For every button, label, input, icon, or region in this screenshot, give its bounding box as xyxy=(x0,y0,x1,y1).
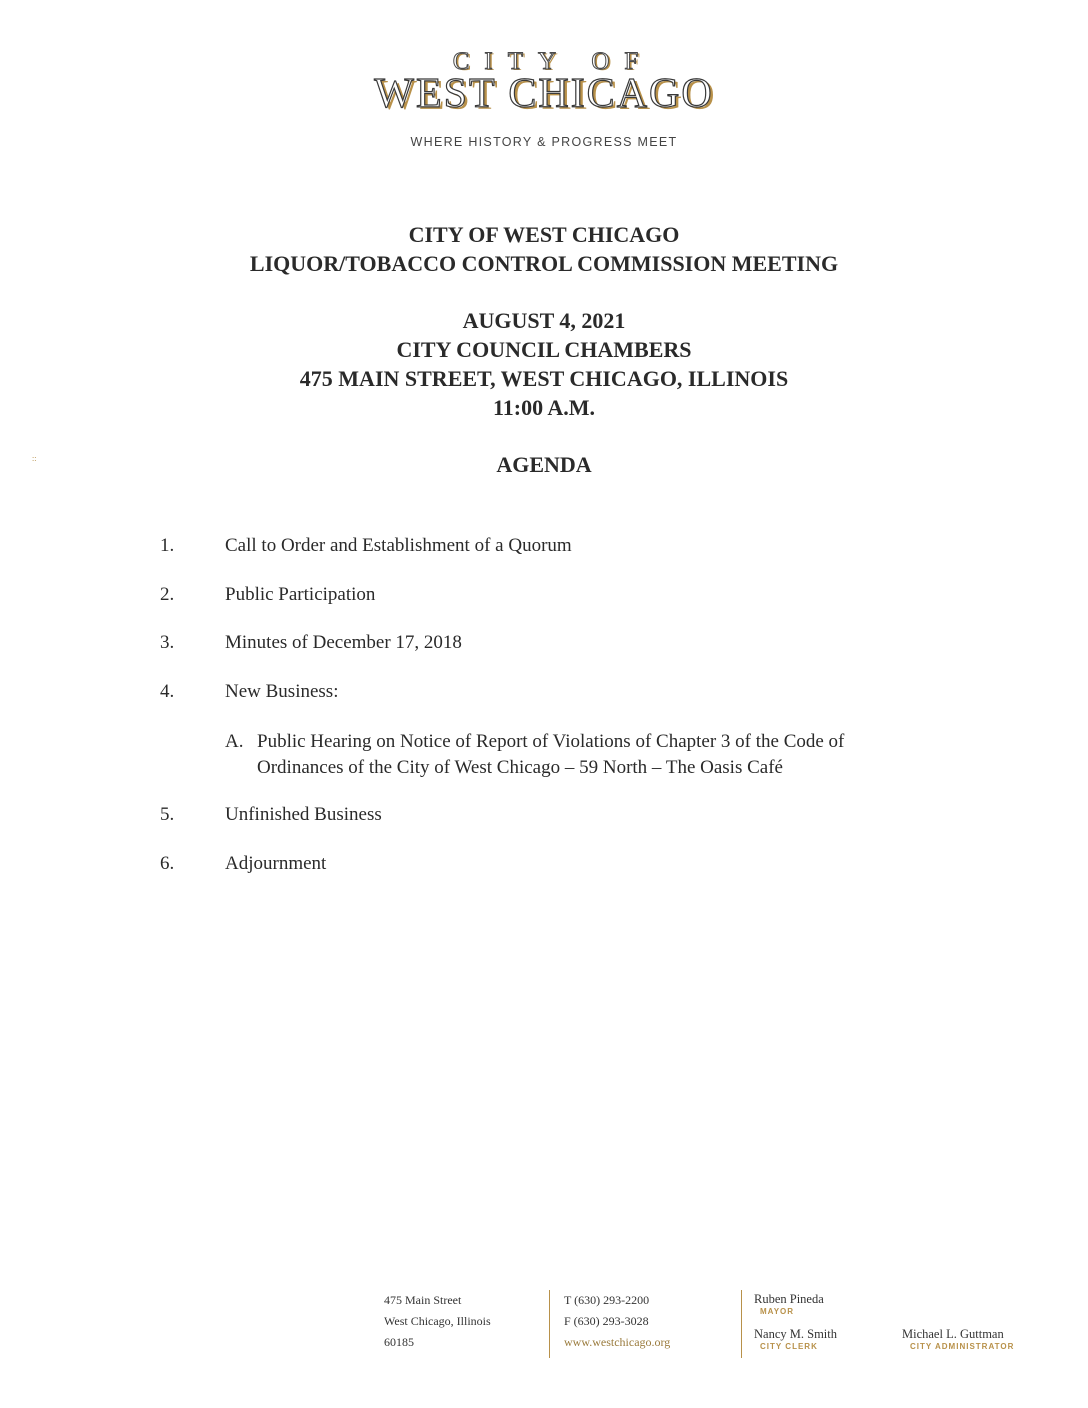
logo-city-of: CITY OF xyxy=(452,48,654,75)
footer-phone: T (630) 293-2200 xyxy=(564,1293,650,1307)
clerk-name: Nancy M. Smith xyxy=(754,1327,837,1341)
footer-administrator xyxy=(902,1327,1014,1352)
administrator-name: Michael L. Guttman xyxy=(902,1327,1004,1341)
agenda-item-number: 4. xyxy=(160,681,175,702)
subitem-line-1: Public Hearing on Notice of Report of Violations of Chapter 3 of the Code of xyxy=(257,731,845,752)
agenda-subitem xyxy=(225,729,945,781)
footer-address-line: 60185 xyxy=(384,1335,414,1349)
subitem-label: A. xyxy=(225,731,244,752)
agenda-item-number: 6. xyxy=(160,853,175,874)
agenda-item-text: Call to Order and Establishment of a Quorum xyxy=(225,535,572,556)
footer-divider xyxy=(549,1290,550,1358)
mayor-name: Ruben Pineda xyxy=(754,1292,824,1306)
agenda-heading: AGENDA xyxy=(496,452,592,477)
agenda-item-text: Unfinished Business xyxy=(225,804,382,825)
meeting-date: AUGUST 4, 2021 xyxy=(462,308,626,333)
subitem-line-2: Ordinances of the City of West Chicago – 59 North – The Oasis Café xyxy=(257,757,783,778)
meeting-address: 475 MAIN STREET, WEST CHICAGO, ILLINOIS xyxy=(299,366,789,391)
footer-website-link[interactable]: www.westchicago.org xyxy=(564,1335,671,1349)
agenda-item-text: Public Participation xyxy=(225,584,376,605)
agenda-item-number: 2. xyxy=(160,584,175,605)
footer-address-line: West Chicago, Illinois xyxy=(384,1314,491,1328)
footer-mayor xyxy=(754,1292,824,1317)
footer-fax: F (630) 293-3028 xyxy=(564,1314,649,1328)
logo-west-chicago: WEST CHICAGO xyxy=(374,71,714,117)
agenda-item-number: 3. xyxy=(160,632,175,653)
footer-address-line: 475 Main Street xyxy=(384,1293,462,1307)
tagline: WHERE HISTORY & PROGRESS MEET xyxy=(410,135,678,149)
mayor-role: MAYOR xyxy=(760,1307,795,1316)
footer-address xyxy=(384,1290,491,1353)
meeting-place: CITY COUNCIL CHAMBERS xyxy=(396,337,692,362)
scan-speck: :: xyxy=(32,454,37,463)
footer-divider xyxy=(741,1290,742,1358)
agenda-item-text: New Business: xyxy=(225,681,339,702)
agenda-item-text: Adjournment xyxy=(225,853,327,874)
agenda-item-number: 1. xyxy=(160,535,175,556)
footer-clerk xyxy=(754,1327,837,1352)
title-line-1: CITY OF WEST CHICAGO xyxy=(408,222,680,247)
clerk-role: CITY CLERK xyxy=(760,1342,818,1351)
administrator-role: CITY ADMINISTRATOR xyxy=(910,1342,1015,1351)
title-line-2: LIQUOR/TOBACCO CONTROL COMMISSION MEETING xyxy=(249,251,839,276)
city-logo xyxy=(0,48,1088,118)
agenda-item-text: Minutes of December 17, 2018 xyxy=(225,632,462,653)
agenda-item-number: 5. xyxy=(160,804,175,825)
meeting-time: 11:00 A.M. xyxy=(492,395,596,420)
footer-contact xyxy=(564,1290,670,1353)
